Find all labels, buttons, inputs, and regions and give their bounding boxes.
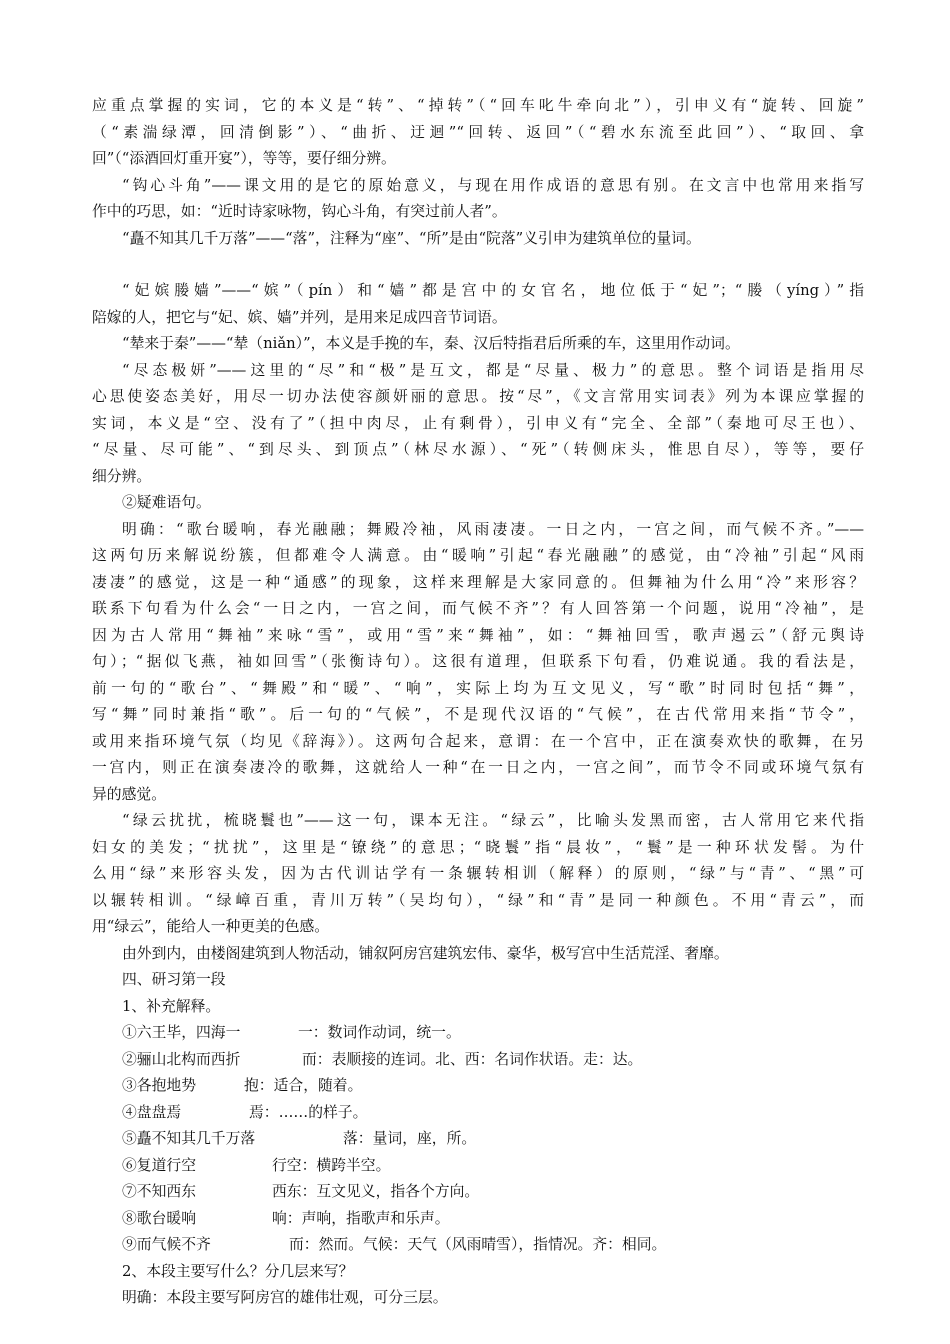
text-line: 凄凄”的感觉，这是一种“通感”的现象，这样来理解是大家同意的。但舞袖为什么用“冷”来形容？	[92, 573, 864, 591]
glossary-term: ②骊山北构而西折	[122, 1050, 241, 1068]
text-line: “矗不知其几千万落”——“落”，注释为“座”、“所”是由“院落”义引申为建筑单位的量词。	[122, 229, 701, 247]
text-line: 句）；“据似飞燕，袖如回雪”（张衡诗句）。这很有道理，但联系下句看，仍难说通。我的看法是，	[92, 653, 864, 670]
glossary-term: ⑤矗不知其几千万落	[122, 1130, 256, 1147]
section-heading: ②疑难语句。	[122, 494, 211, 511]
glossary-note: 而：然而。气候：天气（风雨晴雪），指情况。齐：相同。	[289, 1236, 667, 1253]
document-page	[92, 93, 864, 1312]
text-line: 细分辨。	[92, 467, 152, 485]
text-line: “妃嫔媵嫱”——“嫔”（pín）和“嫱”都是宫中的女官名，地位低于“妃”；“媵（yíng）”指	[122, 282, 864, 299]
text-line: 这两句历来解说纷簇，但都难令人满意。由“暖响”引起“春光融融”的感觉，由“冷袖”引起“风雨	[92, 547, 864, 564]
glossary-term: ⑨而气候不齐	[122, 1236, 211, 1253]
text-line: 前一句的“歌台”、“舞殿”和“暖”、“响”，实际上均为互文见义，写“歌”时同时包括“舞”，	[92, 679, 864, 697]
text-line: 作中的巧思，如：“近时诗家咏物，钩心斗角，有突过前人者”。	[92, 203, 507, 220]
text-line: “绿云扰扰，梳晓鬟也”——这一句，课本无注。“绿云”，比喻头发黑而密，古人常用它来代指	[122, 812, 864, 829]
glossary-item	[92, 1153, 864, 1180]
glossary-note: 焉：……的样子。	[249, 1103, 368, 1121]
glossary-note: 西东：互文见义，指各个方向。	[272, 1183, 480, 1200]
glossary-term: ④盘盘焉	[122, 1103, 182, 1121]
text-line: “辇来于秦”——“辇（niǎn）”，本义是手挽的车，秦、汉后特指君后所乘的车，这里用作动词。	[122, 335, 740, 352]
text-line: 明确：“歌台暖响，春光融融；舞殿冷袖，风雨凄凄。一日之内，一宫之间，而气候不齐。”——	[122, 520, 864, 538]
text-line: 回”（“添酒回灯重开宴”），等等，要仔细分辨。	[92, 150, 396, 167]
glossary-note: 行空：横跨半空。	[272, 1156, 391, 1174]
text-line: 因为古人常用“舞袖”来咏“雪”，或用“雪”来“舞袖”，如：“舞袖回雪，歌声遏云”（舒元舆诗	[92, 626, 864, 644]
glossary-note: 一：数词作动词，统一。	[298, 1024, 461, 1041]
glossary-note: 落：量词，座，所。	[343, 1130, 477, 1147]
text-line: （“素湍绿潭，回清倒影”）、“曲折、迂迴”“回转、返回”（“碧水东流至此回”）、“取回、拿	[92, 123, 864, 141]
glossary-item	[92, 1100, 864, 1127]
answer-line: 明确：本段主要写阿房宫的雄伟壮观，可分三层。	[122, 1289, 448, 1306]
blank-line	[92, 252, 864, 278]
section-heading: 四、研习第一段	[122, 971, 226, 988]
question-line: 2、本段主要写什么？分几层来写？	[122, 1262, 354, 1280]
glossary-item	[92, 1232, 864, 1259]
text-line: 异的感觉。	[92, 785, 166, 803]
text-line: 么用“绿”来形容头发，因为古代训诂学有一条辗转相训（解释）的原则，“绿”与“青”、“黑”可	[92, 865, 864, 882]
glossary-item	[92, 1020, 864, 1047]
text-line: 以辗转相训。“绿嶂百重，青川万转”（吴均句），“绿”和“青”是同一种颜色。不用“青云”，而	[92, 891, 864, 909]
text-line: 一宫内，则正在演奏凄冷的歌舞，这就给人一种“在一日之内，一宫之间”，而节令不同或环境气氛有	[92, 759, 864, 776]
glossary-item	[92, 1206, 864, 1233]
glossary-term: ⑧歌台暖响	[122, 1209, 196, 1227]
text-line: 实词，本义是“空、没有了”（担中肉尽，止有剩骨），引申义有“完全、全部”（秦地可尽王也）、	[92, 414, 864, 432]
text-line: “尽量、尽可能”、“到尽头、到顶点”（林尽水源）、“死”（转侧床头，惟思自尽），等等，要仔	[92, 441, 864, 458]
text-line: 写“舞”同时兼指“歌”。后一句的“气候”，不是现代汉语的“气候”，在古代常用来指“节令”，	[92, 706, 864, 723]
glossary-item	[92, 1073, 864, 1100]
text-line: “钩心斗角”——课文用的是它的原始意义，与现在用作成语的意思有别。在文言中也常用来指写	[122, 176, 864, 194]
glossary-note: 响：声响，指歌声和乐声。	[272, 1209, 450, 1227]
glossary-term: ①六王毕，四海一	[122, 1024, 241, 1041]
glossary-item	[92, 1179, 864, 1206]
text-line: 心思使姿态美好，用尽一切办法使容颜妍丽的意思。按“尽”，《文言常用实词表》列为本课应掌握的	[92, 388, 864, 405]
glossary-item	[92, 1126, 864, 1153]
glossary-term: ⑥复道行空	[122, 1156, 196, 1174]
glossary-note: 而：表顺接的连词。北、西：名词作状语。走：达。	[302, 1050, 643, 1068]
glossary-term: ③各抱地势	[122, 1077, 196, 1094]
text-line: 妇女的美发；“扰扰”，这里是“镣绕”的意思；“晓鬟”指“晨妆”，“鬟”是一种环状发髻。为什	[92, 838, 864, 856]
text-line: 用“绿云”，能给人一种更美的色感。	[92, 918, 330, 935]
text-line: 联系下句看为什么会“一日之内，一宫之间，而气候不齐”？有人回答第一个问题，说用“冷袖”，是	[92, 600, 864, 617]
subsection-heading: 1、补充解释。	[122, 997, 221, 1015]
text-line: 陪嫁的人，把它与“妃、嫔、嫱”并列，是用来足成四音节词语。	[92, 308, 507, 326]
glossary-term: ⑦不知西东	[122, 1183, 196, 1200]
text-line: 由外到内，由楼阁建筑到人物活动，铺叙阿房宫建筑宏伟、豪华，极写宫中生活荒淫、奢靡。	[122, 944, 729, 962]
text-line: 应重点掌握的实词，它的本义是“转”、“掉转”（“回车叱牛牵向北”），引申义有“旋转、回旋”	[92, 97, 864, 114]
text-line: 或用来指环境气氛（均见《辞海》）。这两句合起来，意谓：在一个宫中，正在演奏欢快的歌舞，在另	[92, 732, 864, 750]
text-line: “尽态极妍”——这里的“尽”和“极”是互文，都是“尽量、极力”的意思。整个词语是指用尽	[122, 361, 864, 379]
glossary-item	[92, 1047, 864, 1074]
glossary-note: 抱：适合，随着。	[244, 1077, 363, 1094]
